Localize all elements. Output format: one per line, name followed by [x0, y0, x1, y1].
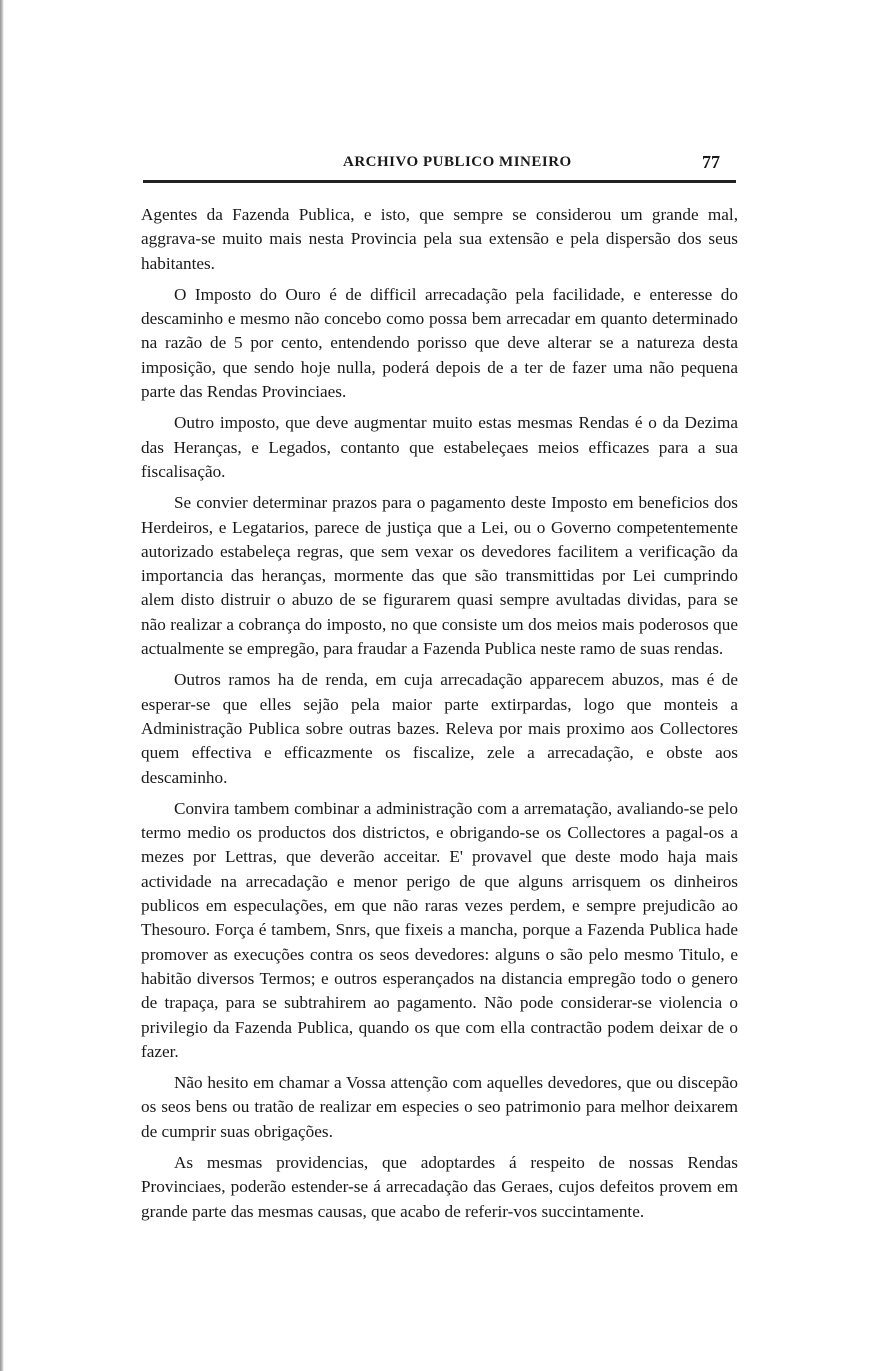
paragraph: Agentes da Fazenda Publica, e isto, que sempre se considerou um grande mal, aggrava-se muito mais nesta Provincia pela sua extensão e pela dispersão dos seus habitantes.	[141, 205, 738, 273]
paragraph: Outros ramos ha de renda, em cuja arrecadação apparecem abuzos, mas é de esperar-se que elles sejão pela maior parte extirpardas, logo que monteis a Administração Publica sobre outras bazes. Releva por mais proximo aos Collectores quem effectiva e efficazmente os fiscalize, zele a arrecadação, e obste aos descaminho.	[141, 670, 738, 787]
paragraph: Se convier determinar prazos para o pagamento deste Imposto em beneficios dos Herdeiros, e Legatarios, parece de justiça que a Lei, ou o Governo competentemente autorizado estabeleça regras, que sem vexar os devedores facilitem a verificação da importancia das heranças, mormente das que são transmittidas por Lei cumprindo alem disto distruir o abuzo de se figurarem quasi sempre avultadas dividas, para se não realizar a cobrança do imposto, no que consiste um dos meios mais poderosos que actualmente se empregão, para fraudar a Fazenda Publica neste ramo de suas rendas.	[141, 493, 738, 659]
paragraph: Outro imposto, que deve augmentar muito estas mesmas Rendas é o da Dezima das Heranças, e Legados, contanto que estabeleçaes meios efficazes para a sua fiscalisação.	[141, 413, 738, 481]
paragraph: O Imposto do Ouro é de difficil arrecadação pela facilidade, e enteresse do descaminho e mesmo não concebo como possa bem arrecadar em quanto determinado na razão de 5 por cento, entendendo porisso que deve alterar se a natureza desta imposição, que sendo hoje nulla, poderá depois de a ter de fazer uma não pequena parte das Rendas Provinciaes.	[141, 284, 738, 402]
scan-left-edge	[0, 0, 4, 1371]
paragraph: Convira tambem combinar a administração com a arrematação, avaliando-se pelo termo medio os productos dos districtos, e obrigando-se os Collectores a pagal-os a mezes por Lettras, que deverão acceitar. E' provavel que deste modo haja mais actividade na arrecadação e menor perigo de que alguns arrisquem os dinheiros publicos em especulações, em que não raras vezes perdem, e sempre prejudicão ao Thesouro. Força é tambem, Snrs, que fixeis a mancha, porque a Fazenda Publica hade promover as execuções contra os seos devedores: alguns o são pelo mesmo Titulo, e habitão diversos Termos; e outros esperançados na distancia empregão todo o genero de trapaça, para se subtrahirem ao pagamento. Não pode considerar-se violencia o privilegio da Fazenda Publica, quando os que com ella contractão podem deixar de o fazer.	[141, 798, 738, 1061]
running-title: ARCHIVO PUBLICO MINEIRO	[343, 154, 572, 170]
page-number: 77	[702, 152, 720, 172]
page-header	[143, 150, 736, 178]
paragraph: Não hesito em chamar a Vossa attenção com aquelles devedores, que ou discepão os seos bens ou tratão de realizar em especies o seo patrimonio para melhor deixarem de cumprir suas obrigações.	[141, 1073, 738, 1141]
header-rule	[143, 180, 736, 183]
body-text	[141, 203, 738, 1231]
paragraph: As mesmas providencias, que adoptardes á respeito de nossas Rendas Provinciaes, poderão estender-se á arrecadação das Geraes, cujos defeitos provem em grande parte das mesmas causas, que acabo de referir-vos succintamente.	[141, 1152, 738, 1221]
